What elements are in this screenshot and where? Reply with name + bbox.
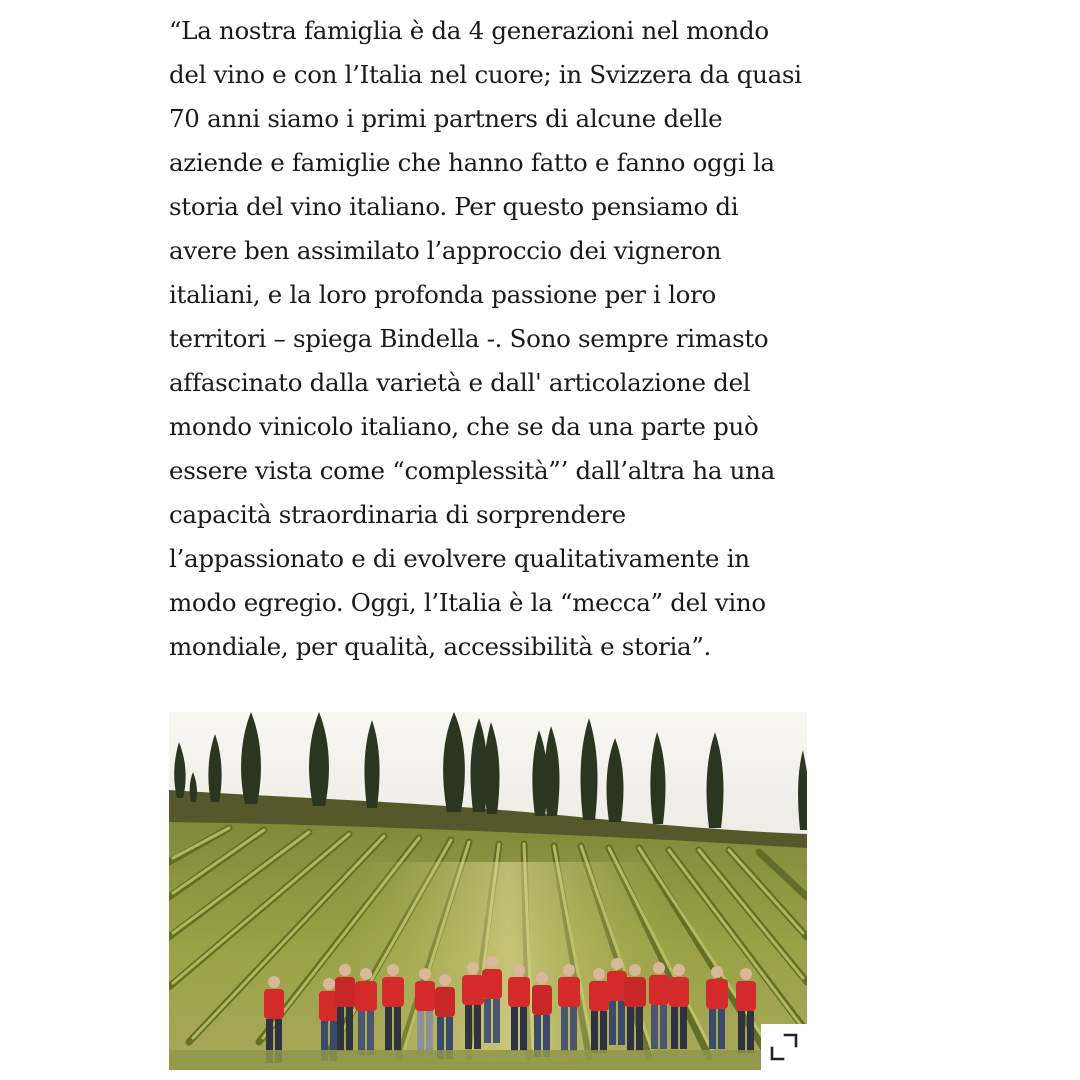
article-quote-paragraph [169, 9, 829, 669]
expand-image-button[interactable] [761, 1024, 807, 1070]
quote-line: l’appassionato e di evolvere qualitativamente in [169, 544, 750, 573]
vineyard-illustration [169, 712, 807, 1070]
expand-icon [769, 1032, 799, 1062]
quote-line: territori – spiega Bindella -. Sono sempre rimasto [169, 324, 769, 353]
quote-line: capacità straordinaria di sorprendere [169, 500, 626, 529]
quote-line: modo egregio. Oggi, l’Italia è la “mecca” del vino [169, 588, 766, 617]
quote-line: essere vista come “complessità”’ dall’altra ha una [169, 456, 775, 485]
quote-line: aziende e famiglie che hanno fatto e fanno oggi la [169, 148, 775, 177]
quote-line: “La nostra famiglia è da 4 generazioni nel mondo [169, 16, 769, 45]
quote-line: del vino e con l’Italia nel cuore; in Svizzera da quasi [169, 60, 802, 89]
vineyard-team-photo[interactable] [169, 712, 807, 1070]
quote-line: italiani, e la loro profonda passione per i loro [169, 280, 716, 309]
quote-line: storia del vino italiano. Per questo pensiamo di [169, 192, 739, 221]
quote-line: mondiale, per qualità, accessibilità e storia”. [169, 632, 712, 661]
quote-line: 70 anni siamo i primi partners di alcune delle [169, 104, 723, 133]
quote-line: affascinato dalla varietà e dall' articolazione del [169, 368, 751, 397]
grass-foreground [169, 1050, 807, 1070]
quote-line: avere ben assimilato l’approccio dei vigneron [169, 236, 722, 265]
quote-line: mondo vinicolo italiano, che se da una parte può [169, 412, 759, 441]
